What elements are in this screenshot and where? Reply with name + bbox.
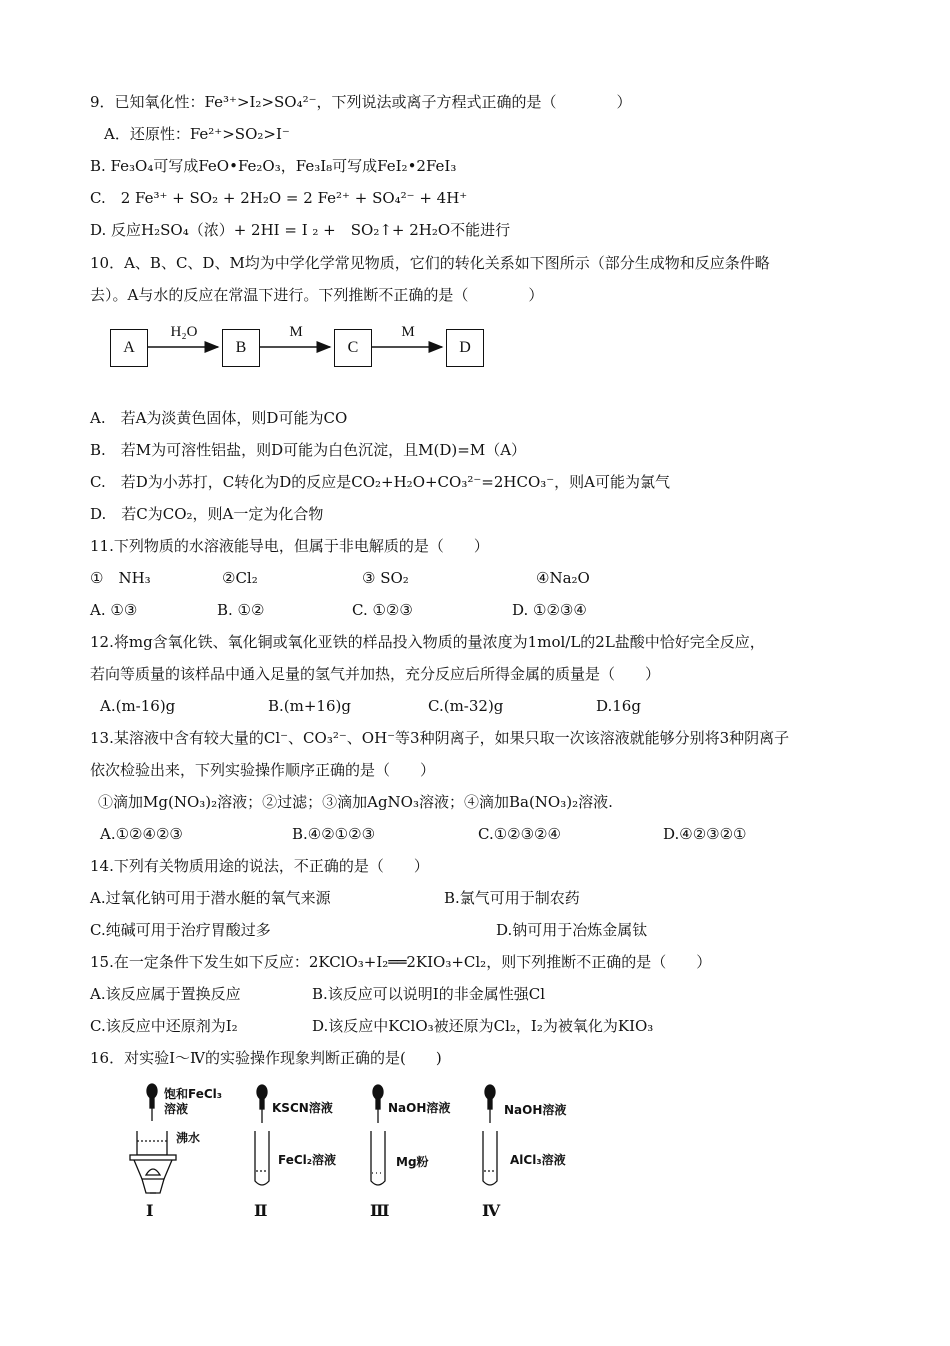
q9-option-d: D. 反应H₂SO₄（浓）+ 2HI = I ₂ + SO₂↑+ 2H₂O不能进行 <box>90 221 511 239</box>
q15-option-b: B.该反应可以说明I的非金属性强Cl <box>312 985 545 1003</box>
q12-stem-line2: 若向等质量的该样品中通入足量的氢气并加热，充分反应后所得金属的质量是（ ） <box>90 665 661 683</box>
q12-option-d: D.16g <box>596 697 641 715</box>
q9-stem: 9．已知氧化性：Fe³⁺>I₂>SO₄²⁻，下列说法或离子方程式正确的是（ ） <box>90 93 632 111</box>
q15-stem: 15.在一定条件下发生如下反应：2KClO₃+I₂══2KIO₃+Cl₂，则下列推断不正确的是（ ） <box>90 953 712 971</box>
q11-item-1: ① NH₃ <box>90 569 151 587</box>
q13-stem-line2: 依次检验出来，下列实验操作顺序正确的是（ ） <box>90 761 436 779</box>
box-b: B <box>222 329 260 367</box>
exp-label-2: Ⅱ <box>254 1201 268 1220</box>
q13-option-c: C.①②③②④ <box>478 825 561 843</box>
exp4-tube-contents: AlCl₃溶液 <box>510 1153 566 1167</box>
q14-option-a: A.过氧化钠可用于潜水艇的氧气来源 <box>90 889 331 907</box>
q13-option-d: D.④②③②① <box>663 825 747 843</box>
exp3-reagent: NaOH溶液 <box>388 1101 451 1115</box>
q12-stem-line1: 12.将mg含氧化铁、氧化铜或氧化亚铁的样品投入物质的量浓度为1mol/L的2L盐酸中恰好完全反应， <box>90 633 765 651</box>
q13-steps: ①滴加Mg(NO₃)₂溶液；②过滤；③滴加AgNO₃溶液；④滴加Ba(NO₃)₂溶液. <box>98 793 613 811</box>
q10-option-c: C. 若D为小苏打，C转化为D的反应是CO₂+H₂O+CO₃²⁻=2HCO₃⁻，则A可能为氯气 <box>90 473 671 491</box>
q15-option-c: C.该反应中还原剂为I₂ <box>90 1017 238 1035</box>
q12-option-c: C.(m-32)g <box>428 697 504 715</box>
q9-option-b: B. Fe₃O₄可写成FeO•Fe₂O₃，Fe₃I₈可写成FeI₂•2FeI₃ <box>90 157 457 175</box>
q11-option-c: C. ①②③ <box>352 601 413 619</box>
q10-option-b: B. 若M为可溶性铝盐，则D可能为白色沉淀，且M(D)=M（A） <box>90 441 527 459</box>
box-c: C <box>334 329 372 367</box>
q12-option-b: B.(m+16)g <box>268 697 351 715</box>
exp2-reagent: KSCN溶液 <box>272 1101 333 1115</box>
q11-item-4: ④Na₂O <box>536 569 590 587</box>
experiment-3-apparatus <box>371 1085 385 1185</box>
exp-label-3: Ⅲ <box>370 1201 390 1220</box>
q13-stem-line1: 13.某溶液中含有较大量的Cl⁻、CO₃²⁻、OH⁻等3种阴离子，如果只取一次该溶液就能够分别将3种阴离子 <box>90 729 790 747</box>
q10-stem-line2: 去）。A与水的反应在常温下进行。下列推断不正确的是（ ） <box>90 286 544 304</box>
q16-experiment-figure <box>120 1083 590 1228</box>
q11-item-2: ②Cl₂ <box>222 569 258 587</box>
q10-option-a: A. 若A为淡黄色固体，则D可能为CO <box>90 409 348 427</box>
q13-option-b: B.④②①②③ <box>292 825 376 843</box>
q9-option-c: C. 2 Fe³⁺ + SO₂ + 2H₂O = 2 Fe²⁺ + SO₄²⁻ + 4H⁺ <box>90 189 468 207</box>
exp4-reagent: NaOH溶液 <box>504 1103 567 1117</box>
exp-label-1: Ⅰ <box>146 1201 154 1220</box>
q11-option-d: D. ①②③④ <box>512 601 587 619</box>
q11-option-a: A. ①③ <box>90 601 138 619</box>
q10-stem-line1: 10．A、B、C、D、M均为中学化学常见物质，它们的转化关系如下图所示（部分生成物和反应条件略 <box>90 254 770 272</box>
q14-option-c: C.纯碱可用于治疗胃酸过多 <box>90 921 271 939</box>
exp2-tube-contents: FeCl₂溶液 <box>278 1153 337 1167</box>
arrow-label-h2o: H₂O <box>170 324 198 340</box>
q9-option-a: A．还原性：Fe²⁺>SO₂>I⁻ <box>104 125 290 143</box>
experiment-2-apparatus <box>255 1085 269 1185</box>
q16-stem: 16．对实验Ⅰ～Ⅳ的实验操作现象判断正确的是( ) <box>90 1049 442 1067</box>
q14-stem: 14.下列有关物质用途的说法，不正确的是（ ） <box>90 857 429 875</box>
box-a: A <box>110 329 148 367</box>
q14-option-d: D.钠可用于冶炼金属钛 <box>496 921 648 939</box>
q11-option-b: B. ①② <box>217 601 265 619</box>
q15-option-a: A.该反应属于置换反应 <box>90 985 241 1003</box>
exp-label-4: Ⅳ <box>482 1201 501 1220</box>
exp1-reagent-line2: 溶液 <box>164 1102 189 1116</box>
q12-option-a: A.(m-16)g <box>100 697 176 715</box>
experiment-4-apparatus <box>483 1085 497 1185</box>
arrow-label-m1: M <box>289 324 303 340</box>
q13-option-a: A.①②④②③ <box>100 825 183 843</box>
exp1-reagent-line1: 饱和FeCl₃ <box>164 1087 223 1101</box>
q15-option-d: D.该反应中KClO₃被还原为Cl₂，I₂为被氧化为KIO₃ <box>312 1017 654 1035</box>
q11-stem: 11.下列物质的水溶液能导电，但属于非电解质的是（ ） <box>90 537 489 555</box>
q10-option-d: D. 若C为CO₂，则A一定为化合物 <box>90 505 324 523</box>
exp1-boiling-water: 沸水 <box>176 1131 201 1145</box>
box-d: D <box>446 329 484 367</box>
q11-item-3: ③ SO₂ <box>362 569 409 587</box>
q14-option-b: B.氯气可用于制农药 <box>444 889 580 907</box>
arrow-label-m2: M <box>401 324 415 340</box>
exp3-tube-contents: Mg粉 <box>396 1155 429 1169</box>
